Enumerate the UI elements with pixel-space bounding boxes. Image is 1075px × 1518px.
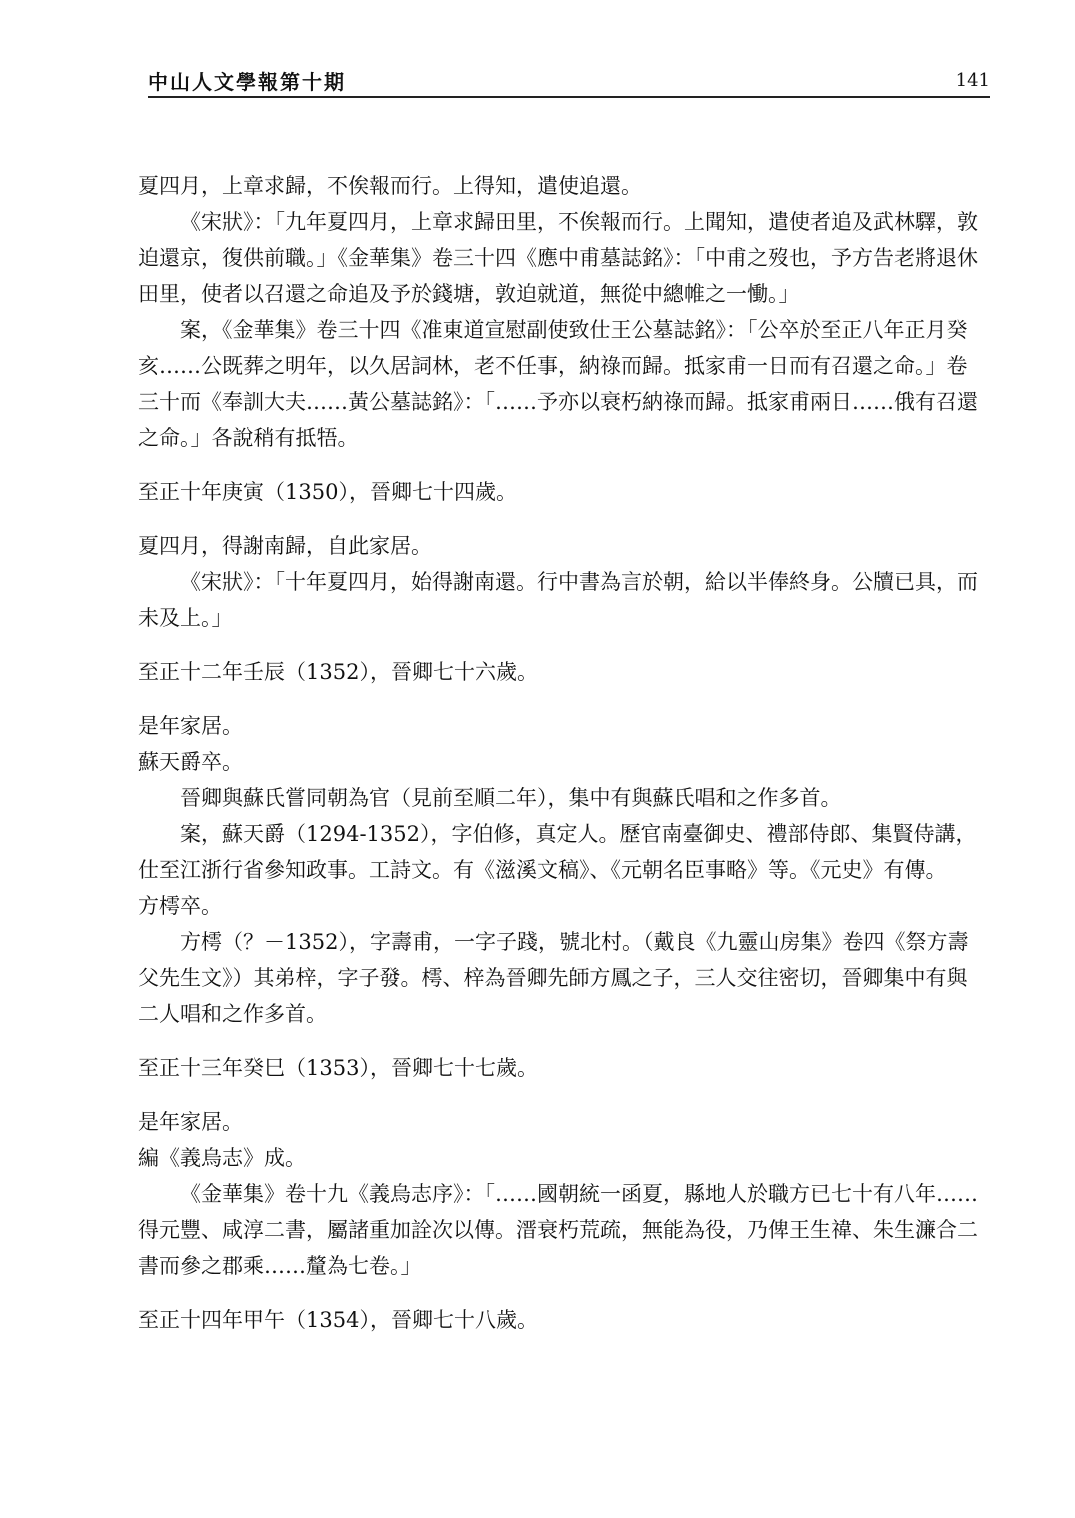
entry-line: 是年家居。 xyxy=(138,1110,243,1134)
section-gap xyxy=(138,1086,988,1104)
section-gap xyxy=(138,510,988,528)
journal-title: 中山人文學報第十期 xyxy=(148,70,346,94)
section-gap xyxy=(138,636,988,654)
section-gap xyxy=(138,690,988,708)
section-gap xyxy=(138,1284,988,1302)
year-heading: 至正十年庚寅（1350），晉卿七十四歲。 xyxy=(138,480,517,504)
entry-line: 夏四月，得謝南歸，自此家居。 xyxy=(138,534,432,558)
year-heading: 至正十二年壬辰（1352），晉卿七十六歲。 xyxy=(138,660,538,684)
quote-paragraph: 《宋狀》：「九年夏四月，上章求歸田里，不俟報而行。上聞知，遣使者追及武林驛，敦迫還京，復供前職。」《金華集》卷三十四《應中甫墓誌銘》：「中甫之歿也，予方告老將退休田里，使者以召還之命追及予於錢塘，敦迫就道，無從中總帷之一慟。」 xyxy=(138,210,978,306)
entry-line: 是年家居。 xyxy=(138,714,243,738)
year-heading: 至正十四年甲午（1354），晉卿七十八歲。 xyxy=(138,1308,538,1332)
quote-paragraph: 案，蘇天爵（1294-1352），字伯修，真定人。歷官南臺御史、禮部侍郎、集賢侍講，仕至江浙行省參知政事。工詩文。有《滋溪文稿》、《元朝名臣事略》等。《元史》有傳。 xyxy=(138,822,977,882)
quote-paragraph: 《金華集》卷十九《義烏志序》：「……國朝統一函夏，縣地人於職方已七十有八年……得元豐、咸淳二書，屬諸重加詮次以傳。溍衰朽荒疏，無能為役，乃俾王生禕、朱生濂合二書而參之郡乘……釐為七卷。」 xyxy=(138,1182,978,1278)
page-number: 141 xyxy=(955,70,990,91)
entry-line: 蘇天爵卒。 xyxy=(138,750,243,774)
section-gap xyxy=(138,456,988,474)
running-header xyxy=(148,62,990,98)
quote-paragraph: 晉卿與蘇氏嘗同朝為官（見前至順二年），集中有與蘇氏唱和之作多首。 xyxy=(180,786,842,810)
section-gap xyxy=(138,1032,988,1050)
entry-line: 夏四月，上章求歸，不俟報而行。上得知，遣使追還。 xyxy=(138,174,642,198)
entry-line: 方樗卒。 xyxy=(138,894,222,918)
quote-paragraph: 《宋狀》：「十年夏四月，始得謝南還。行中書為言於朝，給以半俸終身。公牘已具，而未及上。」 xyxy=(138,570,978,630)
quote-paragraph: 方樗（？－1352），字壽甫，一字子踐，號北村。（戴良《九靈山房集》卷四《祭方壽父先生文》）其弟梓，字子發。樗、梓為晉卿先師方鳳之子，三人交往密切，晉卿集中有與二人唱和之作多首。 xyxy=(138,930,969,1026)
entry-line: 編《義烏志》成。 xyxy=(138,1146,306,1170)
page-body xyxy=(138,168,988,1338)
year-heading: 至正十三年癸巳（1353），晉卿七十七歲。 xyxy=(138,1056,538,1080)
quote-paragraph: 案，《金華集》卷三十四《准東道宣慰副使致仕王公墓誌銘》：「公卒於至正八年正月癸亥……公既葬之明年，以久居詞林，老不任事，納祿而歸。抵家甫一日而有召還之命。」卷三十而《奉訓大夫……黃公墓誌銘》：「……予亦以衰朽納祿而歸。抵家甫兩日……俄有召還之命。」各說稍有抵牾。 xyxy=(138,318,978,450)
